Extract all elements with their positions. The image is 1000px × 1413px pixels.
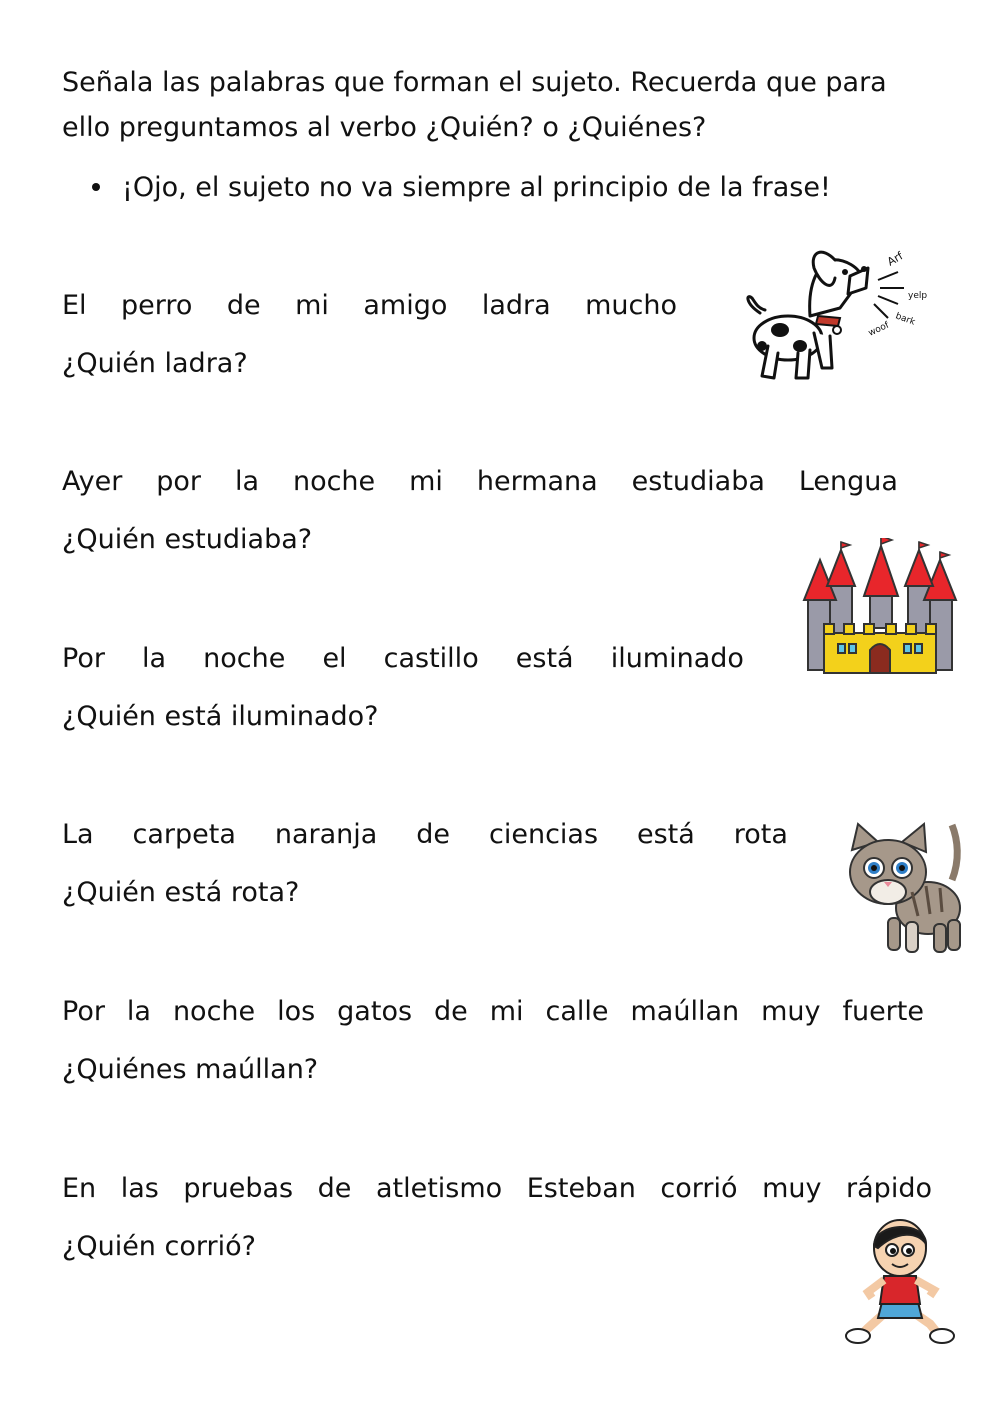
question-4: ¿Quién está rota? [62,877,300,908]
word[interactable]: iluminado [610,643,744,674]
word[interactable]: Por [62,996,105,1027]
word[interactable]: noche [203,643,286,674]
word[interactable]: de [226,290,261,321]
word[interactable]: de [317,1173,352,1204]
word[interactable]: los [277,996,316,1027]
word[interactable]: el [322,643,347,674]
word[interactable]: hermana [476,466,598,497]
tip-text: ¡Ojo, el sujeto no va siempre al principio de la frase! [122,172,831,203]
word[interactable]: de [416,819,451,850]
question-5: ¿Quiénes maúllan? [62,1054,319,1085]
word[interactable]: amigo [363,290,448,321]
word[interactable]: las [120,1173,159,1204]
word[interactable]: de [434,996,468,1027]
sentence-1 [62,286,677,326]
word[interactable]: está [515,643,574,674]
tip-bullet [92,165,831,210]
word[interactable]: ladra [481,290,551,321]
word[interactable]: corrió [660,1173,738,1204]
word[interactable]: Esteban [526,1173,636,1204]
word[interactable]: rota [733,819,788,850]
word[interactable]: fuerte [842,996,924,1027]
question-6: ¿Quién corrió? [62,1231,256,1262]
sentence-6 [62,1169,932,1209]
word[interactable]: perro [121,290,193,321]
question-1: ¿Quién ladra? [62,348,248,379]
instructions-text: Señala las palabras que forman el sujeto. Recuerda que para ello preguntamos al verbo ¿Quién? o ¿Quiénes? [62,67,887,143]
word[interactable]: atletismo [375,1173,503,1204]
sentence-2 [62,462,898,502]
word[interactable]: mi [489,996,524,1027]
word[interactable]: noche [292,466,376,497]
word[interactable]: muy [761,996,821,1027]
question-2: ¿Quién estudiaba? [62,524,313,555]
word[interactable]: Ayer [62,466,123,497]
dog-sound-text: bark [893,311,917,328]
word[interactable]: El [62,290,87,321]
word[interactable]: la [234,466,260,497]
dog-sound-text: woof [867,320,891,339]
word[interactable]: maúllan [630,996,740,1027]
word[interactable]: muy [762,1173,822,1204]
castle-image [800,538,960,683]
question-3: ¿Quién está iluminado? [62,701,379,732]
word[interactable]: carpeta [132,819,236,850]
bullet-dot [92,183,100,191]
word[interactable]: rápido [846,1173,932,1204]
word[interactable]: mi [409,466,443,497]
word[interactable]: mi [295,290,329,321]
word[interactable]: está [636,819,695,850]
word[interactable]: pruebas [183,1173,294,1204]
word[interactable]: la [142,643,167,674]
word[interactable]: La [62,819,94,850]
word[interactable]: gatos [337,996,413,1027]
barking-dog-image [740,238,940,388]
word[interactable]: noche [172,996,256,1027]
word[interactable]: la [126,996,151,1027]
sentence-3 [62,639,744,679]
sentence-4 [62,815,788,855]
word[interactable]: En [62,1173,97,1204]
word[interactable]: castillo [383,643,479,674]
dog-sound-text: Arf [885,249,906,269]
word[interactable]: estudiaba [631,466,765,497]
dog-sound-text: yelp [908,291,928,301]
running-boy-image [838,1218,968,1358]
sentence-5 [62,992,924,1032]
word[interactable]: ciencias [489,819,599,850]
word[interactable]: Lengua [798,466,898,497]
word[interactable]: naranja [274,819,378,850]
word[interactable]: por [156,466,202,497]
word[interactable]: Por [62,643,105,674]
word[interactable]: calle [545,996,609,1027]
word[interactable]: mucho [585,290,677,321]
cat-image [840,820,970,958]
